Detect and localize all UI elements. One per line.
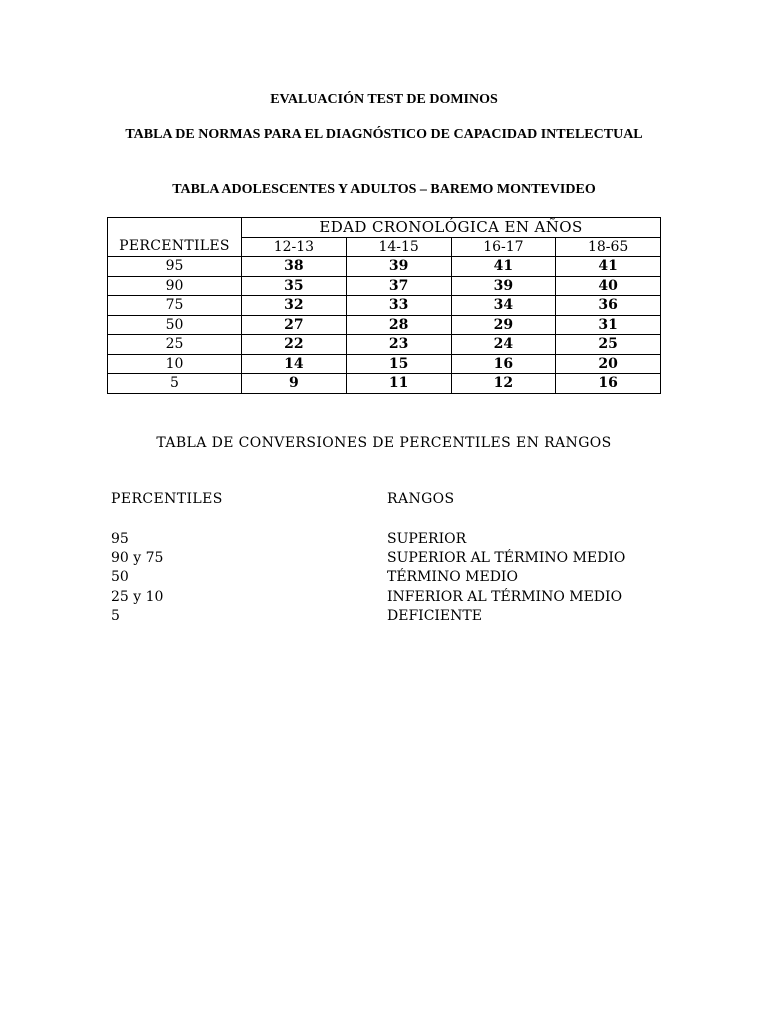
score-cell: 24 (451, 335, 556, 355)
score-cell: 33 (346, 296, 451, 316)
list-item: 5 (111, 607, 120, 624)
list-item: 25 y 10 (111, 588, 164, 605)
score-cell: 39 (346, 257, 451, 277)
score-cell: 25 (556, 335, 661, 355)
percentile-cell: 5 (108, 374, 242, 394)
age-column-header: 18-65 (556, 237, 661, 257)
percentile-cell: 90 (108, 276, 242, 296)
score-cell: 40 (556, 276, 661, 296)
score-cell: 23 (346, 335, 451, 355)
conversion-ranges-header: RANGOS (387, 491, 455, 507)
list-item: 90 y 75 (111, 550, 164, 567)
norms-header-row (108, 218, 661, 238)
score-cell: 27 (242, 315, 347, 335)
score-cell: 31 (556, 315, 661, 335)
score-cell: 9 (242, 374, 347, 394)
list-item: 50 (111, 569, 129, 586)
conversion-percentiles-header: PERCENTILES (111, 491, 223, 507)
percentile-cell: 75 (108, 296, 242, 316)
table-row (108, 354, 661, 374)
list-item: INFERIOR AL TÉRMINO MEDIO (387, 588, 623, 605)
list-item: TÉRMINO MEDIO (387, 569, 518, 586)
list-item: SUPERIOR AL TÉRMINO MEDIO (387, 550, 626, 567)
list-item: 95 (111, 531, 129, 547)
score-cell: 34 (451, 296, 556, 316)
table-row (108, 296, 661, 316)
table-row (108, 257, 661, 277)
norms-table-title: TABLA DE NORMAS PARA EL DIAGNÓSTICO DE CAPACIDAD INTELECTUAL (125, 127, 643, 142)
percentiles-column-header: PERCENTILES (108, 218, 242, 257)
norms-table (107, 217, 661, 394)
score-cell: 29 (451, 315, 556, 335)
score-cell: 32 (242, 296, 347, 316)
score-cell: 14 (242, 354, 347, 374)
score-cell: 35 (242, 276, 347, 296)
table-row (108, 315, 661, 335)
score-cell: 28 (346, 315, 451, 335)
score-cell: 41 (451, 257, 556, 277)
list-item: SUPERIOR (387, 531, 467, 547)
score-cell: 37 (346, 276, 451, 296)
score-cell: 41 (556, 257, 661, 277)
percentile-cell: 95 (108, 257, 242, 277)
score-cell: 15 (346, 354, 451, 374)
age-column-header: 14-15 (346, 237, 451, 257)
conversion-percentiles-list (111, 530, 163, 626)
score-cell: 39 (451, 276, 556, 296)
score-cell: 22 (242, 335, 347, 355)
percentile-cell: 25 (108, 335, 242, 355)
percentile-cell: 50 (108, 315, 242, 335)
list-item: DEFICIENTE (387, 607, 482, 624)
score-cell: 20 (556, 354, 661, 374)
conversion-ranges-list (387, 530, 625, 626)
conversion-table-title: TABLA DE CONVERSIONES DE PERCENTILES EN RANGOS (156, 435, 612, 451)
age-column-header: 16-17 (451, 237, 556, 257)
baremo-subtitle: TABLA ADOLESCENTES Y ADULTOS – BAREMO MONTEVIDEO (172, 182, 596, 197)
score-cell: 36 (556, 296, 661, 316)
table-row (108, 276, 661, 296)
table-row (108, 335, 661, 355)
document-title: EVALUACIÓN TEST DE DOMINOS (270, 92, 498, 107)
score-cell: 11 (346, 374, 451, 394)
age-column-header: 12-13 (242, 237, 347, 257)
score-cell: 16 (556, 374, 661, 394)
score-cell: 16 (451, 354, 556, 374)
score-cell: 12 (451, 374, 556, 394)
table-row (108, 374, 661, 394)
score-cell: 38 (242, 257, 347, 277)
percentile-cell: 10 (108, 354, 242, 374)
age-group-header: EDAD CRONOLÓGICA EN AÑOS (242, 218, 661, 238)
